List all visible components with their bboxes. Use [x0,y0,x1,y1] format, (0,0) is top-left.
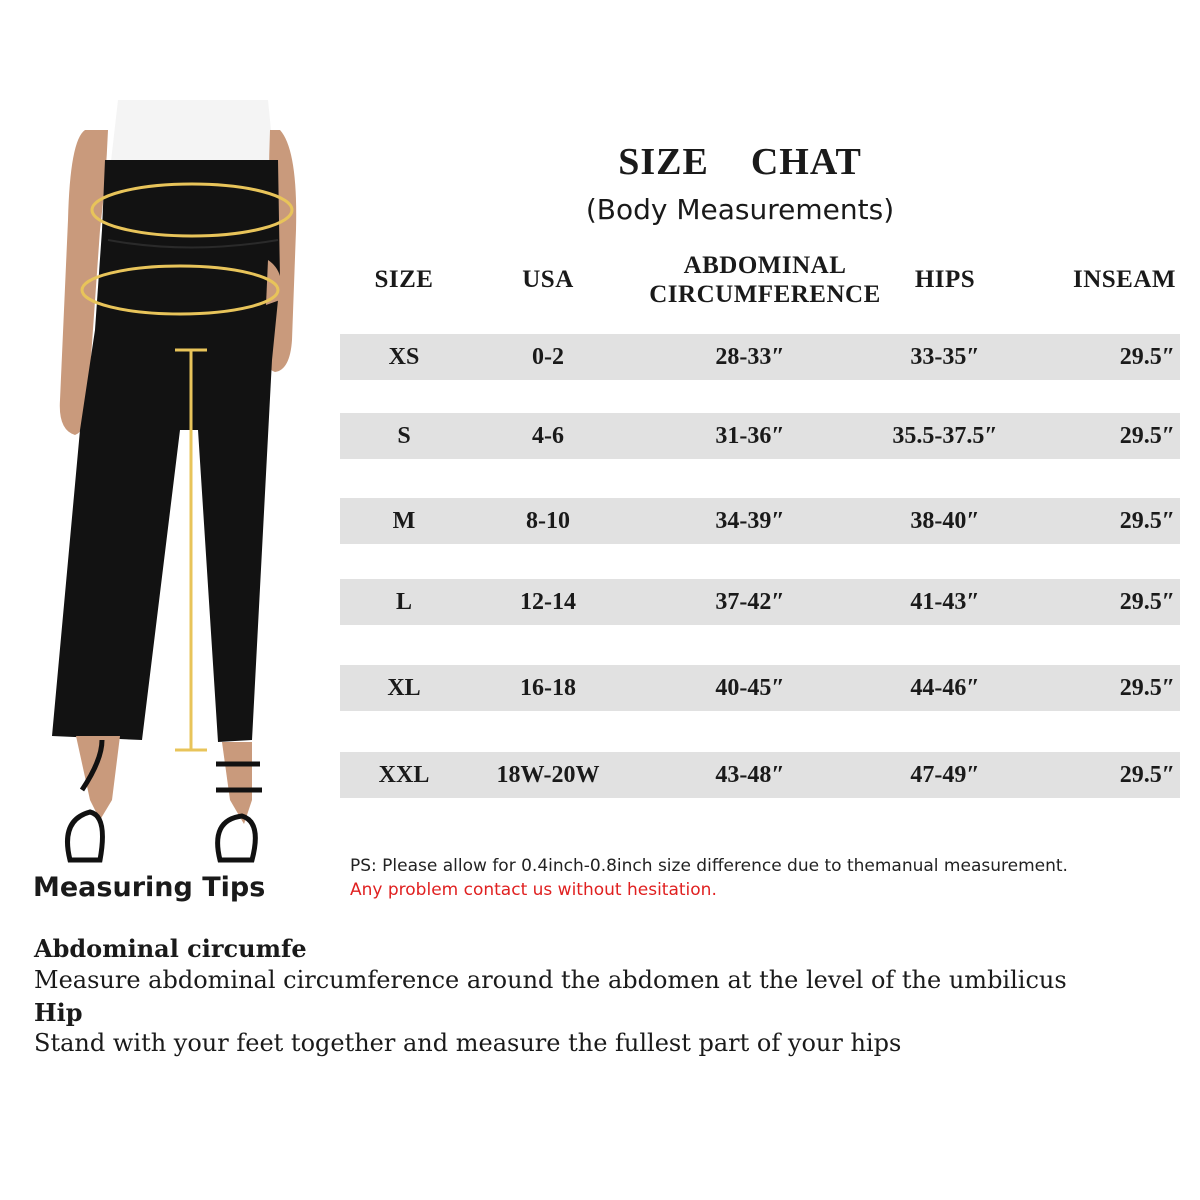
table-row [340,334,1180,380]
cell-usa: 0-2 [532,344,564,370]
cell-size: XL [387,675,421,701]
cell-hips: 47-49″ [910,762,980,788]
chart-subtitle: (Body Measurements) [585,193,895,226]
cell-abdominal: 43-48″ [715,762,785,788]
cell-abdominal: 28-33″ [715,344,785,370]
cell-usa: 16-18 [520,675,576,701]
tips-title: Measuring Tips [33,872,266,903]
table-row [340,413,1180,459]
chart-title: SIZE CHAT [618,141,862,183]
header-size: SIZE [374,266,434,293]
cell-hips: 35.5-37.5″ [892,423,998,449]
contact-note: Any problem contact us without hesitation. [350,880,717,900]
white-top [110,100,275,170]
header-abdominal-line2: CIRCUMFERENCE [649,280,881,308]
header-hips: HIPS [914,266,976,293]
cell-size: S [397,423,411,449]
cell-usa: 18W-20W [496,762,600,788]
cell-inseam: 29.5″ [1119,589,1175,615]
measurement-note: PS: Please allow for 0.4inch-0.8inch size difference due to themanual measurement. [350,856,1068,876]
cell-abdominal: 37-42″ [715,589,785,615]
table-row [340,498,1180,544]
cell-inseam: 29.5″ [1119,423,1175,449]
cell-abdominal: 34-39″ [715,508,785,534]
header-usa: USA [522,266,574,293]
cell-size: L [395,589,412,615]
table-row [340,665,1180,711]
header-inseam: INSEAM [1072,266,1176,293]
cell-size: XS [388,344,420,370]
right-leg [222,742,252,824]
table-row [340,579,1180,625]
cell-inseam: 29.5″ [1119,508,1175,534]
cell-hips: 38-40″ [910,508,980,534]
cell-inseam: 29.5″ [1119,675,1175,701]
table-row [340,752,1180,798]
cell-inseam: 29.5″ [1119,344,1175,370]
cell-inseam: 29.5″ [1119,762,1175,788]
cell-hips: 44-46″ [910,675,980,701]
hip-tip-text: Stand with your feet together and measure the fullest part of your hips [34,1029,902,1057]
cell-size: M [392,508,416,534]
cell-usa: 12-14 [520,589,576,615]
header-abdominal-line1: ABDOMINAL [683,252,847,279]
model-figure-illustration [30,100,320,890]
cell-usa: 4-6 [532,423,564,449]
abdominal-tip-text: Measure abdominal circumference around the abdomen at the level of the umbilicus [34,966,1067,994]
cell-hips: 33-35″ [910,344,980,370]
cell-size: XXL [378,762,430,788]
header-abdominal [630,252,900,310]
left-leg [76,736,120,820]
cell-hips: 41-43″ [910,589,980,615]
cell-usa: 8-10 [526,508,570,534]
hip-tip-heading: Hip [34,998,83,1027]
abdominal-tip-heading: Abdominal circumfe [34,934,307,963]
cell-abdominal: 40-45″ [715,675,785,701]
cell-abdominal: 31-36″ [715,423,785,449]
